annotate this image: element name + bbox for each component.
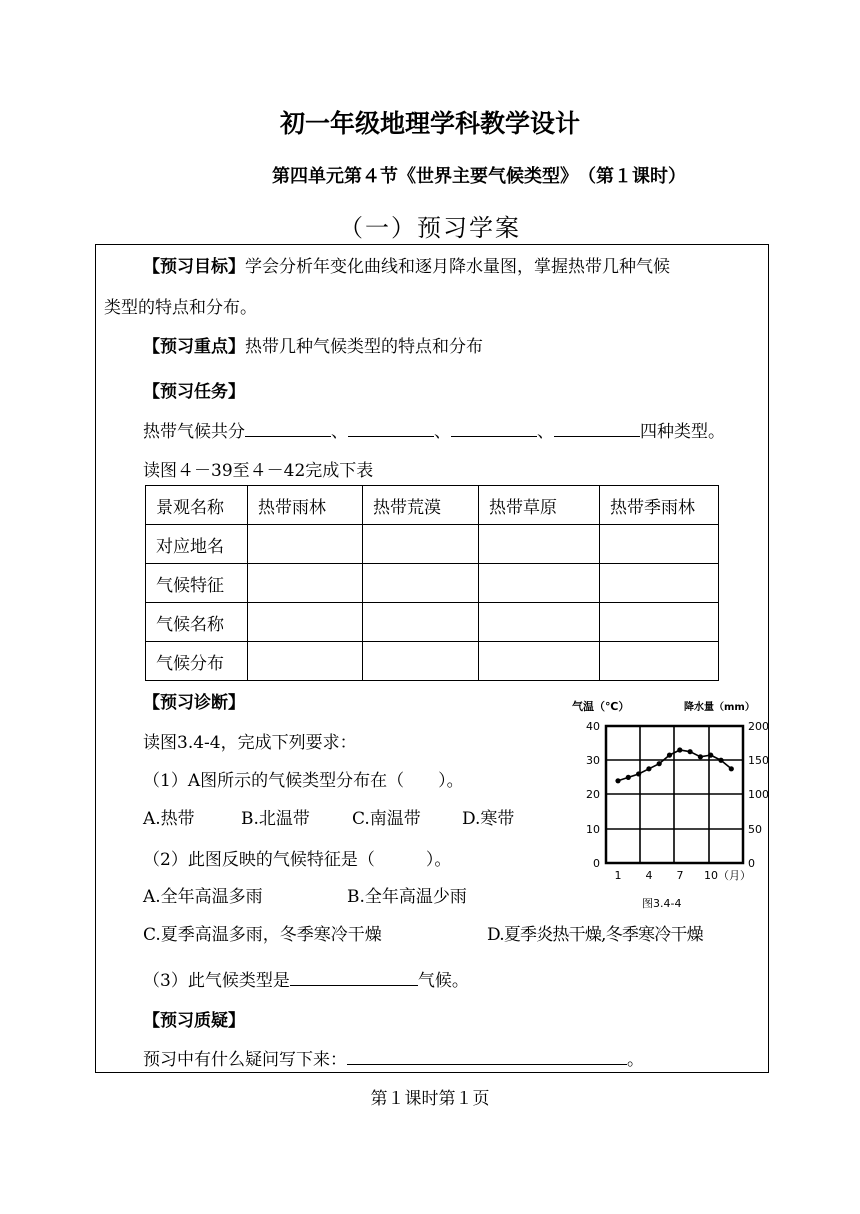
- chart-left-axis-label: 气温（℃）: [572, 700, 630, 713]
- table-header-cell: 热带草原: [479, 486, 600, 525]
- diagnosis-label: 【预习诊断】: [143, 693, 245, 713]
- chart-right-tick: 100: [748, 788, 769, 801]
- question-1-option-b: B.北温带: [241, 809, 310, 829]
- chart-left-tick: 40: [586, 720, 600, 733]
- table-cell[interactable]: [363, 642, 479, 681]
- chart-left-tick: 0: [593, 857, 600, 870]
- chart-temperature-point: [667, 753, 672, 758]
- table-cell[interactable]: [479, 603, 600, 642]
- chart-temperature-point: [646, 766, 651, 771]
- goal-label: 【预习目标】: [143, 257, 245, 277]
- question-line: [143, 1045, 644, 1070]
- table-cell[interactable]: [600, 603, 719, 642]
- table-cell[interactable]: [248, 564, 363, 603]
- table-row: [146, 525, 719, 564]
- question-2: （2）此图反映的气候特征是（ ）。: [143, 850, 452, 870]
- table-cell[interactable]: [363, 603, 479, 642]
- table-row-label: 对应地名: [146, 525, 248, 564]
- chart-left-tick: 20: [586, 788, 600, 801]
- question-1-option-a: A.热带: [143, 809, 195, 829]
- chart-x-tick: 4: [645, 869, 653, 882]
- chart-right-tick: 50: [748, 823, 762, 836]
- table-header-cell: 热带荒漠: [363, 486, 479, 525]
- focus-line: [143, 332, 483, 357]
- chart-temperature-point: [688, 749, 693, 754]
- table-cell[interactable]: [600, 564, 719, 603]
- blank-type-2[interactable]: [348, 419, 434, 437]
- table-cell[interactable]: [363, 564, 479, 603]
- table-cell[interactable]: [248, 525, 363, 564]
- diagnosis-instruction: 读图3.4-4，完成下列要求：: [143, 733, 357, 753]
- climate-chart: [564, 697, 774, 915]
- question-2-option-d: D.夏季炎热干燥,冬季寒冷干燥: [487, 925, 703, 945]
- table-cell[interactable]: [363, 525, 479, 564]
- question-2-option-a: A.全年高温多雨: [143, 887, 263, 907]
- task-end: 四种类型。: [640, 422, 725, 442]
- question-1: （1）A图所示的气候类型分布在（ ）。: [143, 771, 464, 791]
- question-1-option-c: C.南温带: [352, 809, 421, 829]
- chart-temperature-point: [615, 778, 620, 783]
- section-title: （一）预习学案: [339, 214, 521, 242]
- table-row-label: 气候特征: [146, 564, 248, 603]
- landscape-table: [145, 485, 719, 681]
- question-3-suffix: 气候。: [417, 971, 469, 991]
- table-row: [146, 642, 719, 681]
- question-1-option-d: D.寒带: [462, 809, 515, 829]
- task-sep-3: 、: [537, 422, 554, 442]
- task-fill-line: [143, 417, 725, 442]
- question-2-option-b: B.全年高温少雨: [347, 887, 467, 907]
- table-row: [146, 564, 719, 603]
- chart-x-tick: 10（月）: [704, 869, 751, 882]
- chart-x-tick: 7: [676, 869, 684, 882]
- question-prompt: 预习中有什么疑问写下来：: [143, 1050, 347, 1070]
- goal-text-2: 类型的特点和分布。: [104, 298, 257, 318]
- chart-right-axis-label: 降水量（mm）: [684, 702, 755, 713]
- focus-text: 热带几种气候类型的特点和分布: [245, 337, 483, 357]
- table-header-row: [146, 486, 719, 525]
- blank-type-3[interactable]: [451, 419, 537, 437]
- table-cell[interactable]: [248, 642, 363, 681]
- chart-temperature-point: [718, 758, 723, 763]
- page-footer: 第１课时第１页: [370, 1089, 490, 1109]
- table-row: [146, 603, 719, 642]
- table-cell[interactable]: [479, 642, 600, 681]
- chart-temperature-point: [657, 761, 662, 766]
- table-cell[interactable]: [479, 525, 600, 564]
- goal-text-1: 学会分析年变化曲线和逐月降水量图，掌握热带几种气候: [245, 257, 670, 277]
- chart-caption: 图3.4-4: [642, 897, 682, 910]
- table-cell[interactable]: [479, 564, 600, 603]
- goal-line-1: [143, 252, 670, 277]
- focus-label: 【预习重点】: [143, 337, 245, 357]
- chart-right-tick: 200: [748, 720, 769, 733]
- blank-climate-type[interactable]: [290, 968, 418, 986]
- chart-right-tick: 0: [748, 857, 755, 870]
- task-sep-2: 、: [434, 422, 451, 442]
- table-row-label: 气候名称: [146, 603, 248, 642]
- page-title: 初一年级地理学科教学设计: [279, 109, 580, 138]
- chart-temperature-point: [708, 753, 713, 758]
- question-3: [143, 966, 469, 991]
- table-header-cell: 景观名称: [146, 486, 248, 525]
- task-instruction: 读图４－39至４－42完成下表: [143, 461, 374, 481]
- task-sep-1: 、: [331, 422, 348, 442]
- blank-type-1[interactable]: [245, 419, 331, 437]
- table-cell[interactable]: [600, 642, 719, 681]
- chart-temperature-point: [636, 771, 641, 776]
- blank-question[interactable]: [347, 1047, 627, 1065]
- question-label: 【预习质疑】: [143, 1011, 245, 1031]
- question-2-option-c: C.夏季高温多雨，冬季寒冷干燥: [143, 925, 382, 945]
- table-cell[interactable]: [600, 525, 719, 564]
- chart-temperature-point: [626, 775, 631, 780]
- task-intro: 热带气候共分: [143, 422, 245, 442]
- chart-temperature-point: [698, 754, 703, 759]
- table-cell[interactable]: [248, 603, 363, 642]
- table-row-label: 气候分布: [146, 642, 248, 681]
- blank-type-4[interactable]: [554, 419, 640, 437]
- table-header-cell: 热带季雨林: [600, 486, 719, 525]
- question-3-prefix: （3）此气候类型是: [143, 971, 290, 991]
- question-end: 。: [627, 1050, 644, 1070]
- task-label: 【预习任务】: [143, 382, 245, 402]
- chart-left-tick: 30: [586, 754, 600, 767]
- table-header-cell: 热带雨林: [248, 486, 363, 525]
- chart-x-tick: 1: [614, 869, 622, 882]
- chart-right-tick: 150: [748, 754, 769, 767]
- chart-temperature-point: [729, 766, 734, 771]
- chart-left-tick: 10: [586, 823, 600, 836]
- lesson-subtitle: 第四单元第４节《世界主要气候类型》 （第１课时）: [272, 166, 686, 187]
- chart-temperature-point: [677, 747, 682, 752]
